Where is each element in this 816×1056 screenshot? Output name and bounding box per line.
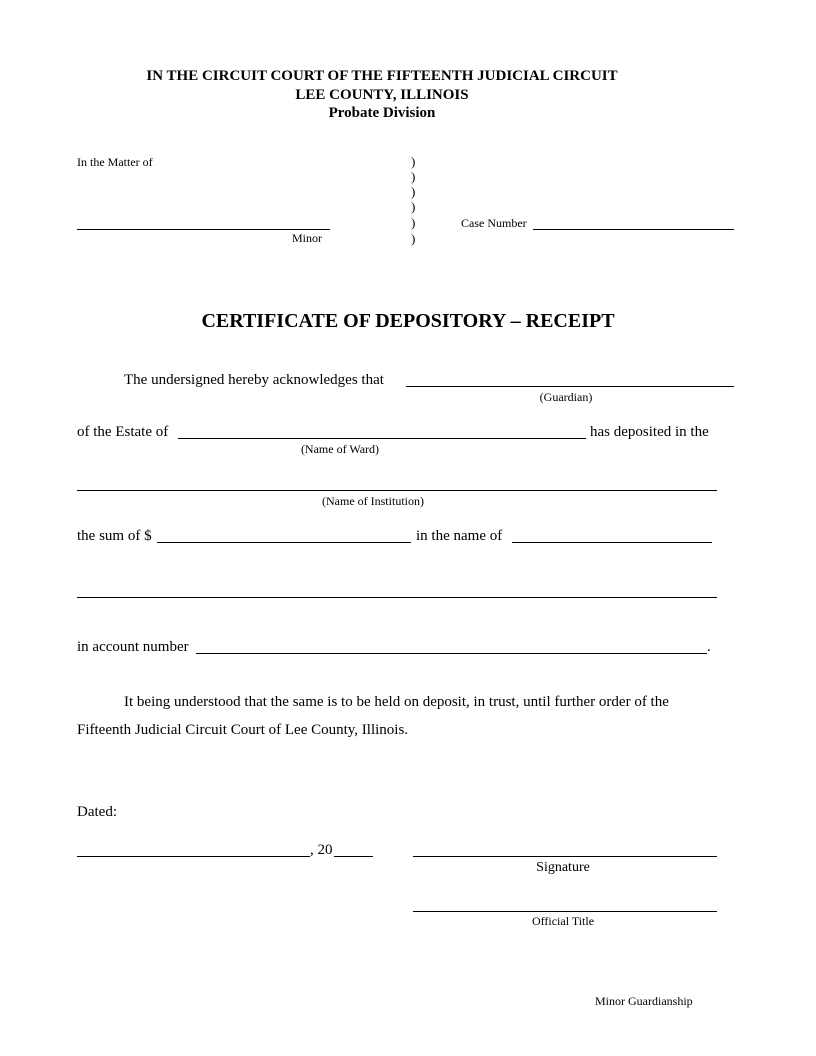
name-continuation-line[interactable]: [77, 597, 717, 598]
in-the-matter-label: In the Matter of: [77, 155, 153, 169]
case-number-line[interactable]: [533, 229, 734, 230]
footer-form-type: Minor Guardianship: [595, 994, 693, 1008]
institution-caption: (Name of Institution): [322, 494, 424, 508]
guardian-line[interactable]: [406, 386, 734, 387]
has-deposited-text: has deposited in the: [590, 424, 709, 440]
official-title-caption: Official Title: [531, 914, 595, 928]
caption-paren: ): [411, 215, 416, 230]
ward-name-line[interactable]: [178, 438, 586, 439]
document-title: CERTIFICATE OF DEPOSITORY – RECEIPT: [201, 310, 615, 332]
caption-paren: ): [411, 154, 416, 169]
in-name-of-text: in the name of: [416, 528, 503, 544]
official-title-line[interactable]: [413, 911, 717, 912]
minor-name-line[interactable]: [77, 229, 330, 230]
caption-paren: ): [411, 231, 416, 246]
caption-paren: ): [411, 169, 416, 184]
signature-caption: Signature: [536, 860, 590, 875]
court-heading: IN THE CIRCUIT COURT OF THE FIFTEENTH JUDICIAL CIRCUIT: [146, 68, 618, 84]
sum-text: the sum of $: [77, 528, 152, 544]
year-line[interactable]: [334, 856, 373, 857]
account-period: .: [707, 639, 711, 655]
case-number-label: Case Number: [461, 216, 527, 230]
sum-line[interactable]: [157, 542, 411, 543]
dated-label: Dated:: [77, 804, 117, 820]
division-heading: Probate Division: [328, 105, 436, 121]
signature-line[interactable]: [413, 856, 717, 857]
estate-of-text: of the Estate of: [77, 424, 169, 440]
minor-label: Minor: [292, 231, 322, 245]
ward-caption: (Name of Ward): [300, 442, 380, 456]
understood-line-2: Fifteenth Judicial Circuit Court of Lee County, Illinois.: [77, 722, 409, 738]
understood-line-1: It being understood that the same is to be held on deposit, in trust, until further order of the: [124, 694, 669, 710]
account-number-line[interactable]: [196, 653, 707, 654]
year-prefix: , 20: [310, 842, 333, 858]
acknowledges-text: The undersigned hereby acknowledges that: [124, 372, 384, 388]
institution-line[interactable]: [77, 490, 717, 491]
date-line[interactable]: [77, 856, 310, 857]
caption-paren: ): [411, 184, 416, 199]
county-heading: LEE COUNTY, ILLINOIS: [295, 87, 469, 103]
in-name-of-line[interactable]: [512, 542, 712, 543]
guardian-caption: (Guardian): [539, 390, 593, 404]
caption-paren: ): [411, 199, 416, 214]
account-number-text: in account number: [77, 639, 189, 655]
